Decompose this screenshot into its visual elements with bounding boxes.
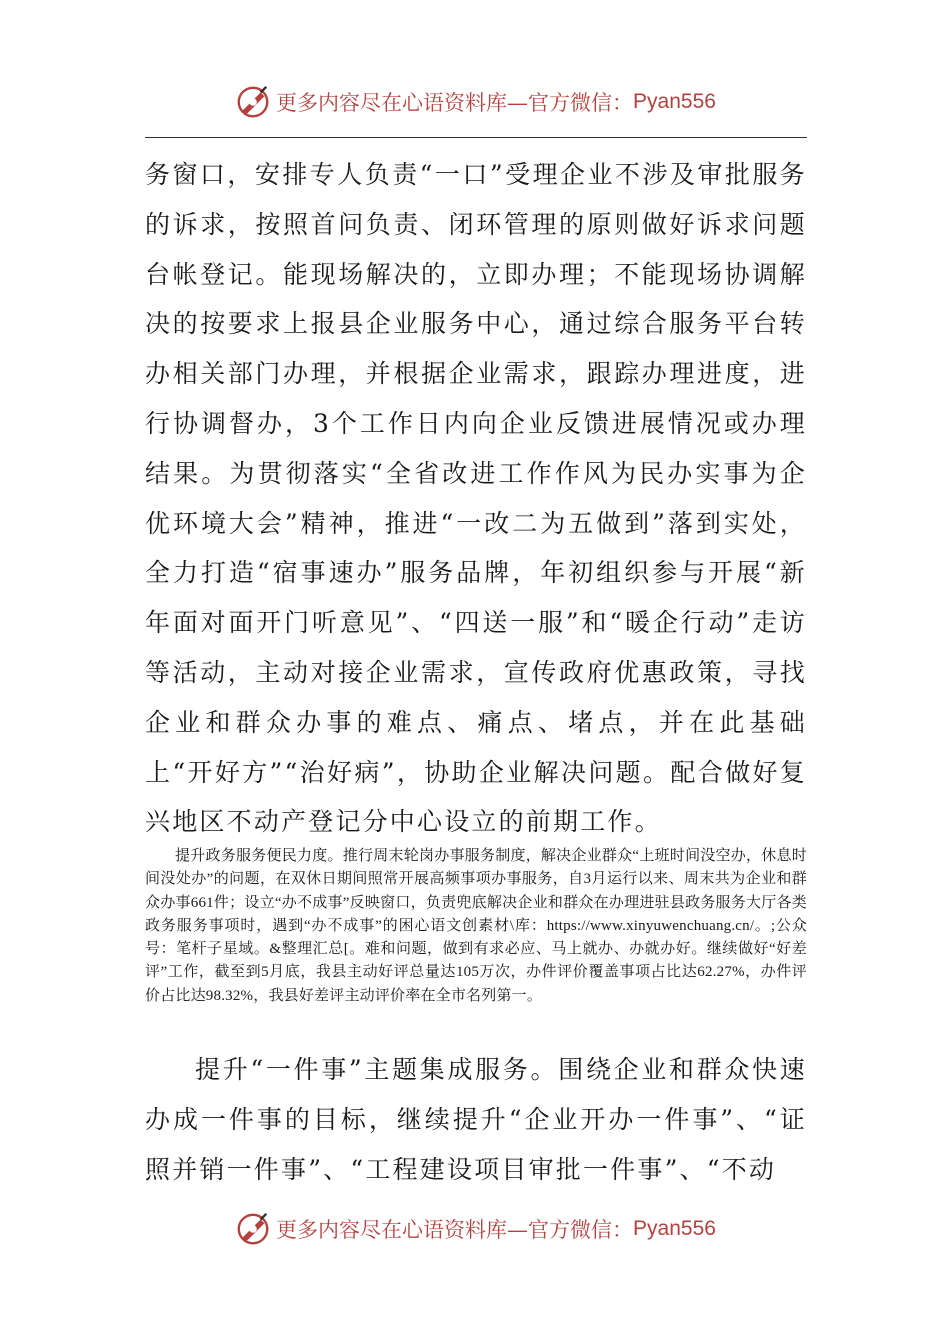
- body-paragraph-2: 提升政务服务便民力度。推行周末轮岗办事服务制度，解决企业群众“上班时间没空办，休息时间没处办”的问题，在双休日期间照常开展高频事项办事服务，自3月运行以来、周末共为企业和群众办事661件；设立“办不成事”反映窗口，负责兜底解决企业和群众在办理进驻县政务服务大厅各类政务服务事项时，遇到“办不成事”的困心语文创素材\库：https://www.xinyuwenchuang.cn/。;公众号：笔杆子星域。&整理汇总[。难和问题，做到有求必应、马上就办、办就办好。继续做好“好差评”工作，截至到5月底，我县主动好评总量达105万次，办件评价覆盖事项占比达62.27%，办件评价占比达98.32%，我县好差评主动评价率在全市名列第一。: [145, 848, 807, 1004]
- body-paragraph-3: 提升“一件事”主题集成服务。围绕企业和群众快速办成一件事的目标，继续提升“企业开办一件事”、“证照并销一件事”、“工程建设项目审批一件事”、“不动: [145, 1055, 807, 1184]
- banner-text: 更多内容尽在心语资料库—官方微信：: [276, 1218, 634, 1242]
- banner-wechat-id: Pyan556: [633, 1217, 716, 1240]
- body-paragraph-1: 务窗口，安排专人负责“一口”受理企业不涉及审批服务的诉求，按照首问负责、闭环管理的原则做好诉求问题台帐登记。能现场解决的，立即办理；不能现场协调解决的按要求上报县企业服务中心，通过综合服务平台转办相关部门办理，并根据企业需求，跟踪办理进度，进行协调督办，3个工作日内向企业反馈进展情况或办理结果。为贯彻落实“全省改进工作作风为民办实事为企优环境大会”精神，推进“一改二为五做到”落到实处，全力打造“宿事速办”服务品牌，年初组织参与开展“新年面对面开门听意见”、“四送一服”和“暖企行动”走访等活动，主动对接企业需求，宣传政府优惠政策，寻找企业和群众办事的难点、痛点、堵点，并在此基础上“开好方”“治好病”，协助企业解决问题。配合做好复兴地区不动产登记分中心设立的前期工作。: [145, 160, 807, 837]
- pen-logo-icon: [234, 83, 272, 121]
- banner-wechat-id: Pyan556: [633, 90, 716, 113]
- pen-logo-icon: [234, 1210, 272, 1248]
- banner-text: 更多内容尽在心语资料库—官方微信：: [276, 91, 634, 115]
- header-banner: [0, 82, 950, 122]
- footer-banner: [0, 1209, 950, 1249]
- header-divider: [145, 137, 807, 138]
